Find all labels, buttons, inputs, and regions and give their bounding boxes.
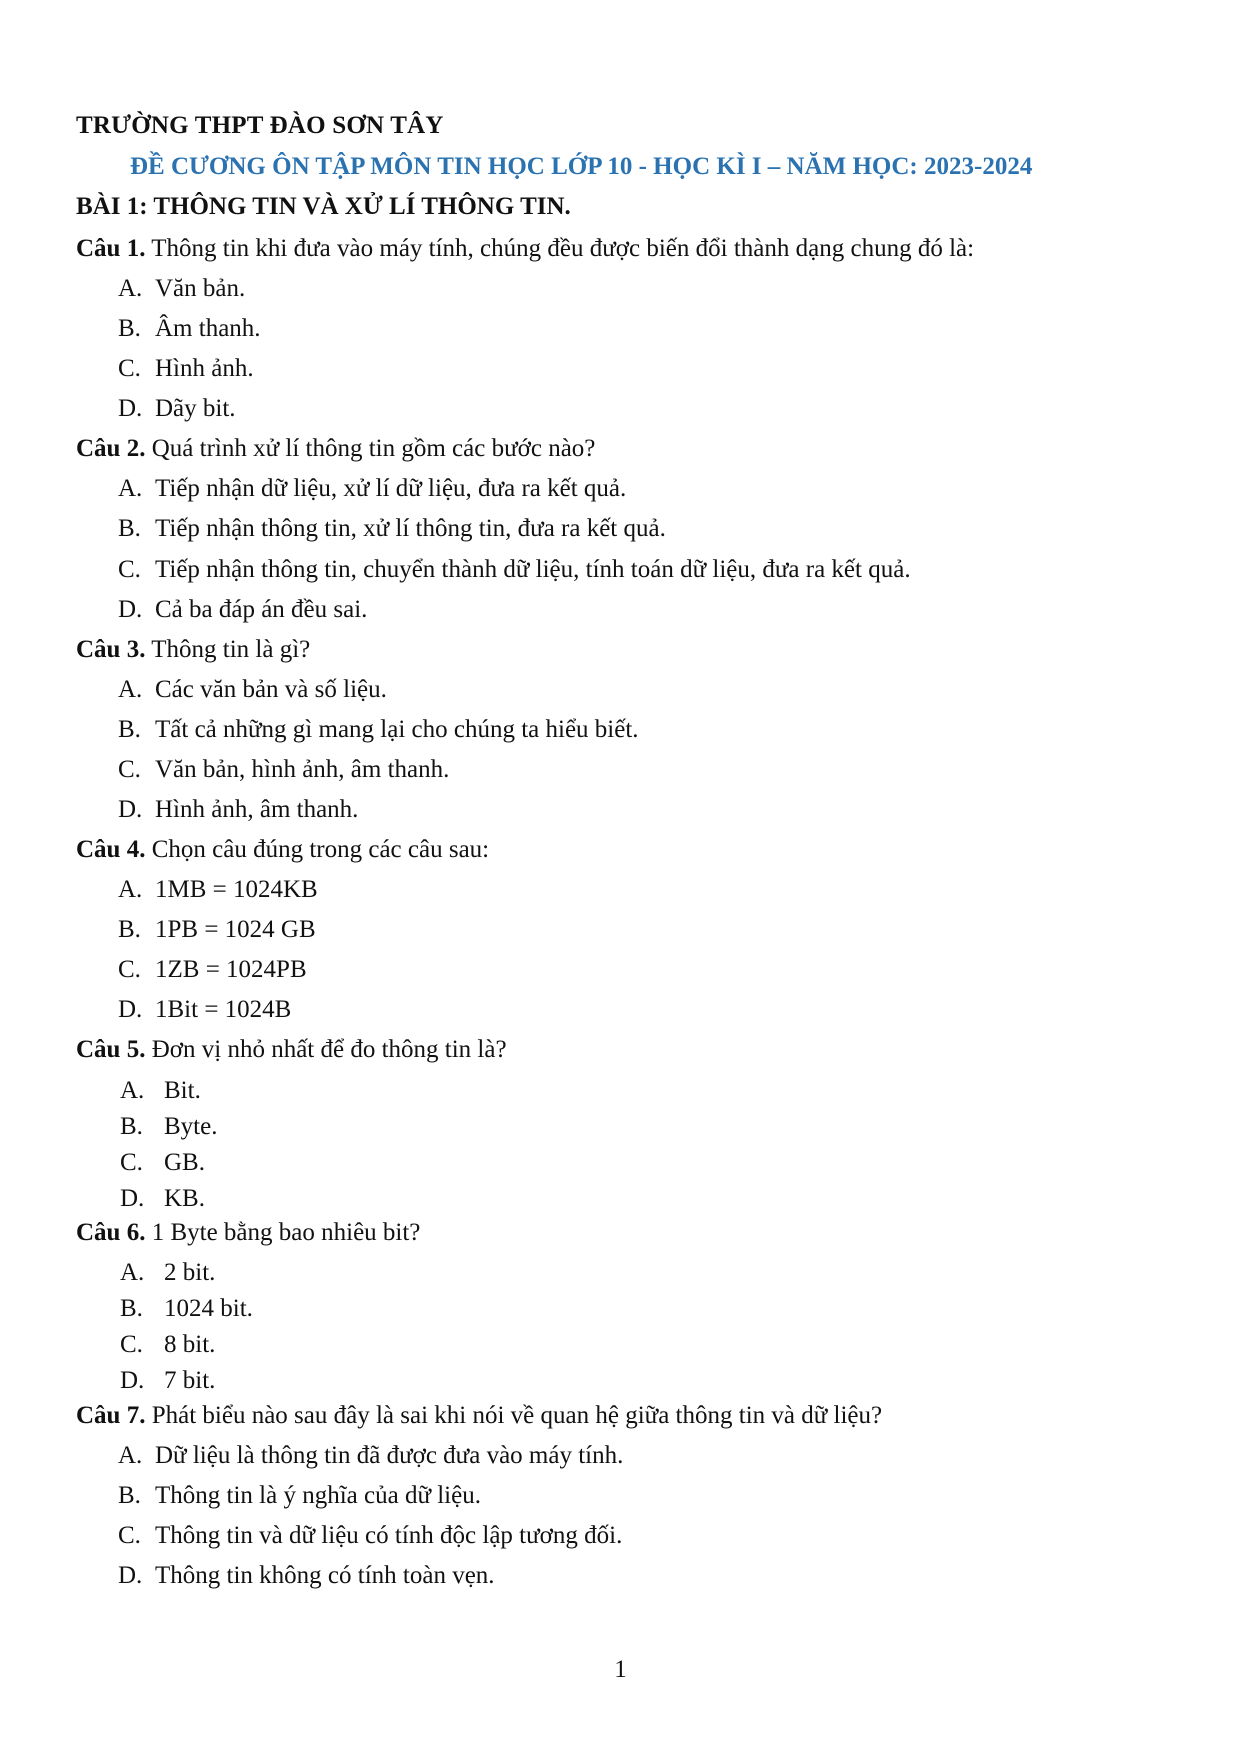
question-text: Thông tin khi đưa vào máy tính, chúng đều được biến đổi thành dạng chung đó là: — [145, 235, 975, 262]
option-text: Tiếp nhận thông tin, xử lí thông tin, đưa ra kết quả. — [155, 515, 666, 542]
option-text: Thông tin là ý nghĩa của dữ liệu. — [155, 1482, 481, 1509]
option-letter: D. — [118, 596, 143, 623]
option-text: Tiếp nhận thông tin, chuyển thành dữ liệu, tính toán dữ liệu, đưa ra kết quả. — [155, 556, 911, 583]
option-3c — [118, 755, 449, 785]
option-letter: B. — [120, 1295, 143, 1322]
option-letter: A. — [120, 1077, 145, 1104]
option-text: 1PB = 1024 GB — [155, 916, 316, 943]
option-4b — [118, 915, 316, 945]
option-1b — [118, 314, 261, 344]
option-letter: A. — [118, 876, 143, 903]
option-letter: A. — [118, 1442, 143, 1469]
question-text: Đơn vị nhỏ nhất để đo thông tin là? — [145, 1036, 507, 1063]
option-letter: B. — [118, 716, 141, 743]
question-text: Chọn câu đúng trong các câu sau: — [145, 836, 490, 863]
option-letter: A. — [118, 275, 143, 302]
document-title: ĐỀ CƯƠNG ÔN TẬP MÔN TIN HỌC LỚP 10 - HỌC KÌ I – NĂM HỌC: 2023-2024 — [130, 153, 1033, 180]
option-7b — [118, 1481, 481, 1511]
option-text: 1024 bit. — [164, 1295, 253, 1322]
option-letter: C. — [118, 956, 141, 983]
option-5a — [120, 1076, 201, 1106]
option-text: Dãy bit. — [155, 395, 236, 422]
option-letter: D. — [120, 1185, 145, 1212]
option-text: Thông tin không có tính toàn vẹn. — [155, 1562, 495, 1589]
question-3 — [76, 635, 310, 665]
question-number: Câu 3. — [76, 636, 146, 663]
option-3a — [118, 675, 387, 705]
option-4d — [118, 995, 291, 1025]
option-2d — [118, 595, 367, 625]
option-6c — [120, 1330, 215, 1360]
question-number: Câu 1. — [76, 235, 146, 262]
question-text: 1 Byte bằng bao nhiêu bit? — [145, 1219, 421, 1246]
option-4c — [118, 955, 307, 985]
option-text: Hình ảnh. — [155, 355, 254, 382]
option-letter: B. — [118, 916, 141, 943]
option-text: 1Bit = 1024B — [155, 996, 292, 1023]
option-text: Hình ảnh, âm thanh. — [155, 796, 359, 823]
option-text: Dữ liệu là thông tin đã được đưa vào máy tính. — [155, 1442, 624, 1469]
option-6a — [120, 1258, 215, 1288]
option-letter: B. — [118, 515, 141, 542]
option-letter: B. — [118, 315, 141, 342]
option-text: Văn bản, hình ảnh, âm thanh. — [155, 756, 450, 783]
option-7a — [118, 1441, 623, 1471]
option-text: 1MB = 1024KB — [155, 876, 318, 903]
option-1c — [118, 354, 254, 384]
option-text: Tiếp nhận dữ liệu, xử lí dữ liệu, đưa ra kết quả. — [155, 475, 627, 502]
option-text: KB. — [164, 1185, 205, 1212]
option-letter: B. — [118, 1482, 141, 1509]
option-text: 7 bit. — [164, 1367, 216, 1394]
option-4a — [118, 875, 318, 905]
question-number: Câu 4. — [76, 836, 146, 863]
option-text: Các văn bản và số liệu. — [155, 676, 387, 703]
option-2a — [118, 474, 626, 504]
option-text: Tất cả những gì mang lại cho chúng ta hiểu biết. — [155, 716, 639, 743]
option-text: Âm thanh. — [155, 315, 261, 342]
option-letter: D. — [118, 996, 143, 1023]
option-5b — [120, 1112, 217, 1142]
option-7c — [118, 1521, 622, 1551]
option-letter: C. — [120, 1149, 143, 1176]
option-text: Văn bản. — [155, 275, 246, 302]
option-letter: C. — [118, 556, 141, 583]
lesson-heading: BÀI 1: THÔNG TIN VÀ XỬ LÍ THÔNG TIN. — [76, 193, 571, 220]
option-3d — [118, 795, 358, 825]
option-6d — [120, 1366, 215, 1396]
question-4 — [76, 835, 489, 865]
question-2 — [76, 434, 595, 464]
option-letter: B. — [120, 1113, 143, 1140]
option-5d — [120, 1184, 205, 1214]
option-1a — [118, 274, 245, 304]
option-text: 1ZB = 1024PB — [155, 956, 307, 983]
option-letter: C. — [118, 1522, 141, 1549]
option-letter: A. — [118, 676, 143, 703]
option-letter: D. — [118, 1562, 143, 1589]
option-letter: C. — [118, 756, 141, 783]
option-2b — [118, 514, 666, 544]
option-letter: C. — [120, 1331, 143, 1358]
option-letter: D. — [118, 395, 143, 422]
question-6 — [76, 1218, 420, 1248]
question-number: Câu 6. — [76, 1219, 146, 1246]
option-2c — [118, 555, 911, 585]
option-7d — [118, 1561, 495, 1591]
option-3b — [118, 715, 639, 745]
option-5c — [120, 1148, 205, 1178]
question-text: Phát biểu nào sau đây là sai khi nói về quan hệ giữa thông tin và dữ liệu? — [145, 1402, 883, 1429]
question-5 — [76, 1035, 507, 1065]
question-1 — [76, 234, 974, 264]
option-text: 2 bit. — [164, 1259, 216, 1286]
option-letter: C. — [118, 355, 141, 382]
option-text: Bit. — [164, 1077, 201, 1104]
question-number: Câu 2. — [76, 435, 146, 462]
option-1d — [118, 394, 236, 424]
option-text: GB. — [164, 1149, 205, 1176]
option-letter: A. — [118, 475, 143, 502]
option-letter: D. — [118, 796, 143, 823]
option-text: Byte. — [164, 1113, 218, 1140]
option-text: Cả ba đáp án đều sai. — [155, 596, 368, 623]
question-text: Quá trình xử lí thông tin gồm các bước nào? — [145, 435, 596, 462]
question-number: Câu 7. — [76, 1402, 146, 1429]
school-name: TRƯỜNG THPT ĐÀO SƠN TÂY — [76, 112, 444, 139]
option-letter: D. — [120, 1367, 145, 1394]
option-letter: A. — [120, 1259, 145, 1286]
option-text: Thông tin và dữ liệu có tính độc lập tương đối. — [155, 1522, 623, 1549]
option-text: 8 bit. — [164, 1331, 216, 1358]
question-text: Thông tin là gì? — [145, 636, 311, 663]
question-7 — [76, 1401, 882, 1431]
question-number: Câu 5. — [76, 1036, 146, 1063]
option-6b — [120, 1294, 253, 1324]
page-number: 1 — [614, 1656, 627, 1683]
